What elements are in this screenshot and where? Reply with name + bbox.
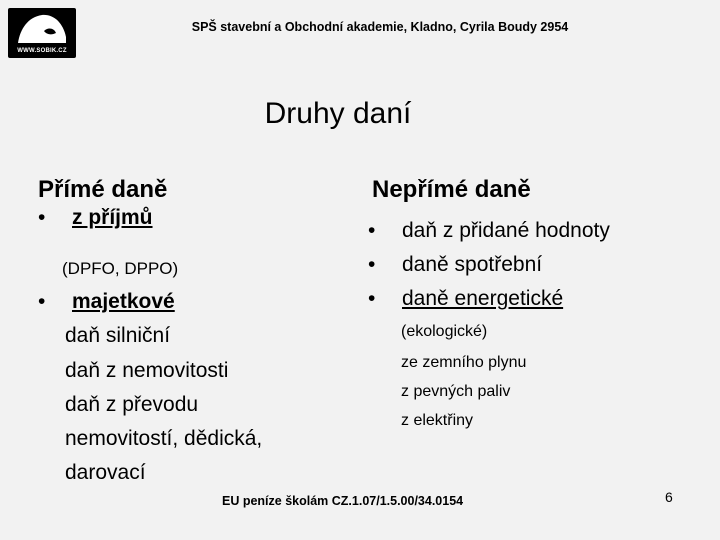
ecological-subheading: (ekologické) [401, 323, 488, 340]
list-item-property [38, 284, 175, 319]
energy-sub-item: z elektřiny [401, 412, 474, 429]
property-line: darovací [65, 461, 146, 484]
heading-indirect-taxes: Nepřímé daně [372, 176, 531, 203]
income-label: z příjmů [72, 206, 153, 229]
list-item-income [38, 200, 153, 235]
bullet-icon: • [368, 253, 376, 276]
heading-direct-taxes: Přímé daně [38, 176, 168, 203]
page-number: 6 [665, 489, 673, 505]
list-item-vat [368, 213, 610, 248]
energy-sub-item: z pevných paliv [401, 383, 511, 400]
vat-label: daň z přidané hodnoty [402, 219, 610, 242]
logo-text: WWW.SOBIK.CZ [17, 48, 67, 54]
badger-logo-icon [16, 11, 68, 45]
school-header: SPŠ stavební a Obchodní akademie, Kladno, Cyrila Boudy 2954 [191, 20, 569, 34]
list-item-excise [368, 247, 542, 282]
bullet-icon: • [368, 287, 376, 310]
energy-sub-item: ze zemního plynu [401, 354, 527, 371]
list-item-energy [368, 281, 563, 316]
property-label: majetkové [72, 290, 175, 313]
bullet-icon: • [38, 206, 46, 229]
property-line: daň silniční [65, 324, 171, 347]
logo [8, 8, 76, 58]
income-subnote: (DPFO, DPPO) [62, 259, 179, 278]
property-line: daň z nemovitosti [65, 359, 229, 382]
energy-label: daně energetické [402, 287, 564, 310]
property-line: daň z převodu [65, 393, 199, 416]
footer-project-code: EU peníze školám CZ.1.07/1.5.00/34.0154 [222, 494, 464, 508]
excise-label: daně spotřební [402, 253, 543, 276]
bullet-icon: • [38, 290, 46, 313]
bullet-icon: • [368, 219, 376, 242]
property-line: nemovitostí, dědická, [65, 427, 263, 450]
slide-title: Druhy daní [264, 97, 412, 130]
